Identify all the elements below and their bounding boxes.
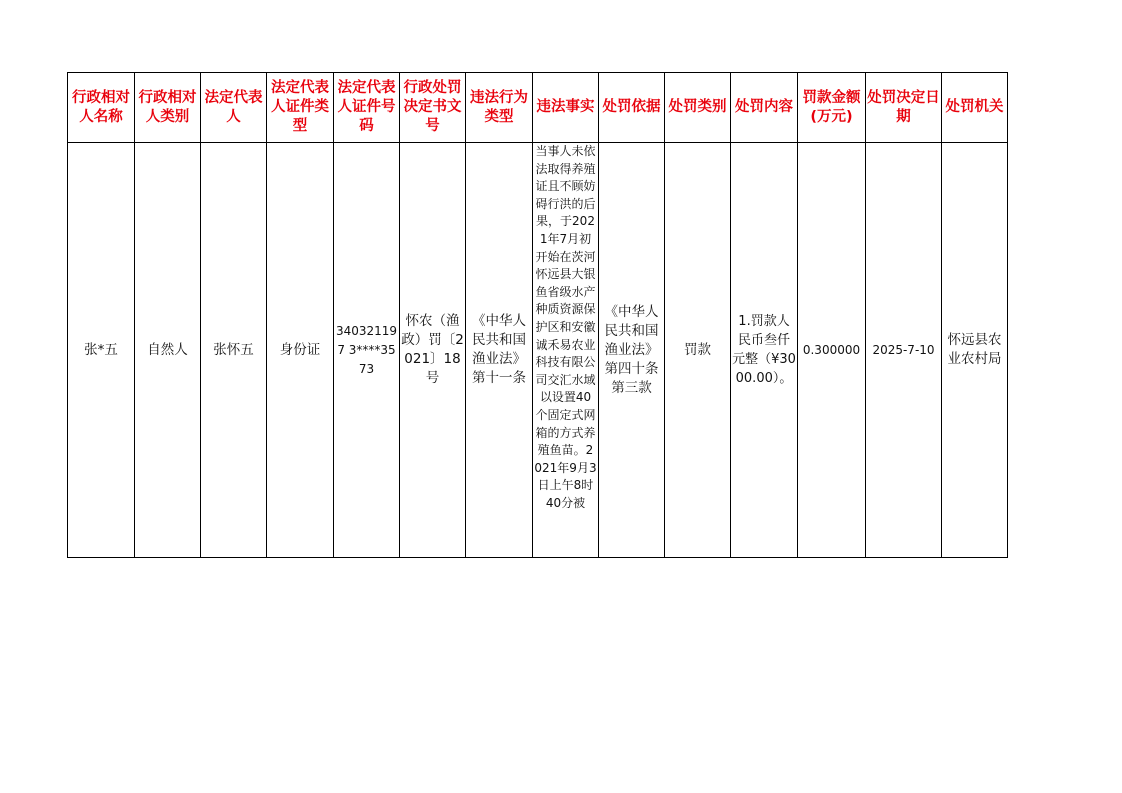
cell-authority: 怀远县农业农村局 [942, 143, 1008, 558]
cell-violation-fact [533, 143, 599, 558]
header-legal-rep: 法定代表人 [201, 73, 267, 143]
header-decision-no: 行政处罚决定书文号 [400, 73, 466, 143]
header-category: 处罚类别 [665, 73, 731, 143]
header-amount: 罚款金额(万元) [798, 73, 866, 143]
date-text: 2025-7-10 [872, 342, 935, 357]
id-number-text: 340321197 3****3573 [335, 323, 398, 376]
violation-fact-text [534, 143, 597, 557]
cell-party-type: 自然人 [135, 143, 201, 558]
cell-content [731, 143, 798, 558]
cell-basis: 《中华人民共和国渔业法》第四十条第三款 [599, 143, 665, 558]
cell-id-number [334, 143, 400, 558]
header-basis: 处罚依据 [599, 73, 665, 143]
penalty-table [67, 72, 1008, 558]
penalty-content-text: 1.罚款人民币叁仟元整（¥3000.00）。 [732, 314, 796, 386]
cell-legal-rep: 张怀五 [201, 143, 267, 558]
header-violation-type: 违法行为类型 [466, 73, 533, 143]
amount-text: 0.300000 [802, 342, 861, 357]
header-party-name: 行政相对人名称 [68, 73, 135, 143]
cell-decision-no: 怀农（渔政）罚〔2021〕18号 [400, 143, 466, 558]
cell-date [866, 143, 942, 558]
cell-party-name: 张*五 [68, 143, 135, 558]
table-row [68, 143, 1008, 558]
header-id-number: 法定代表人证件号码 [334, 73, 400, 143]
cell-id-type: 身份证 [267, 143, 334, 558]
header-content: 处罚内容 [731, 73, 798, 143]
header-id-type: 法定代表人证件类型 [267, 73, 334, 143]
header-authority: 处罚机关 [942, 73, 1008, 143]
header-row [68, 73, 1008, 143]
header-violation-fact: 违法事实 [533, 73, 599, 143]
violation-fact-content: 当事人未依法取得养殖证且不顾妨碍行洪的后果，于2021年7月初开始在茨河怀远县大银鱼省级水产种质资源保护区和安徽诚禾易农业科技有限公司交汇水域以设置40个固定式网箱的方式养殖鱼苗。2021年9月3日上午8时40分被 [534, 144, 597, 510]
cell-violation-type: 《中华人民共和国渔业法》第十一条 [466, 143, 533, 558]
header-party-type: 行政相对人类别 [135, 73, 201, 143]
header-date: 处罚决定日期 [866, 73, 942, 143]
cell-amount [798, 143, 866, 558]
cell-category: 罚款 [665, 143, 731, 558]
